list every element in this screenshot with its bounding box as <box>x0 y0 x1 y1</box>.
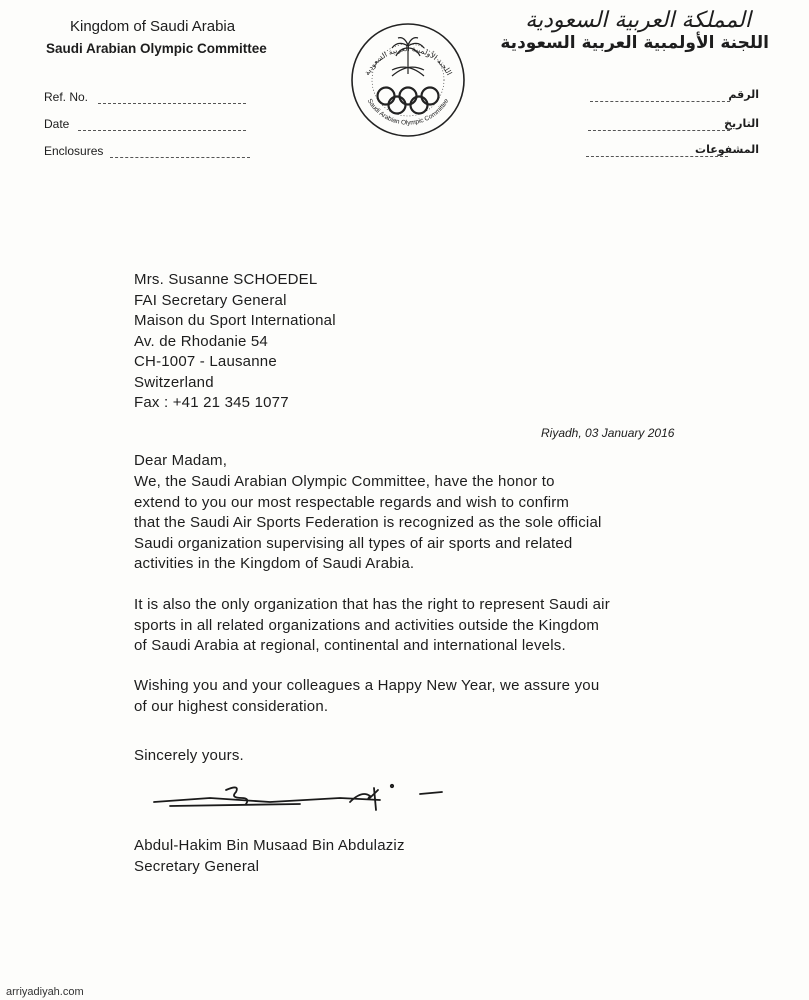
ref-no-arabic-line <box>590 101 730 102</box>
enclosures-label: Enclosures <box>44 144 104 158</box>
body-line: Wishing you and your colleagues a Happy New Year, we assure you <box>134 677 600 694</box>
recipient-street: Av. de Rhodanie 54 <box>134 332 268 350</box>
recipient-building: Maison du Sport International <box>134 312 336 329</box>
enclosures-line <box>110 157 250 158</box>
body-paragraph-3 <box>134 676 714 717</box>
arabic-letterhead <box>500 8 769 53</box>
committee-name-english: Saudi Arabian Olympic Committee <box>46 41 267 56</box>
ref-no-arabic-label: الرقم <box>728 88 759 101</box>
signatory-name: Abdul-Hakim Bin Musaad Bin Abdulaziz <box>134 837 405 854</box>
english-letterhead <box>46 16 267 60</box>
saudi-olympic-emblem-icon <box>348 18 468 138</box>
date-line <box>78 130 246 131</box>
body-line: activities in the Kingdom of Saudi Arabia. <box>134 555 415 572</box>
date-label: Date <box>44 117 70 131</box>
body-paragraph-1 <box>134 472 714 575</box>
letter-date: Riyadh, 03 January 2016 <box>541 426 675 440</box>
body-line: that the Saudi Air Sports Federation is recognized as the sole official <box>134 514 602 531</box>
kingdom-name-arabic: المملكة العربية السعودية <box>525 8 751 33</box>
enclosures-arabic-line <box>586 156 728 157</box>
signatory-title: Secretary General <box>134 857 260 875</box>
emblem-arabic-ring-text: اللجنة الأولمبية العربية السعودية <box>362 44 454 77</box>
ref-no-label: Ref. No. <box>44 90 89 104</box>
body-line: Saudi organization supervising all types of air sports and related <box>134 534 573 552</box>
recipient-fax: Fax : +41 21 345 1077 <box>134 394 289 411</box>
emblem-english-ring-text: Saudi Arabian Olympic Committee <box>365 97 451 127</box>
body-line: of Saudi Arabia at regional, continental and international levels. <box>134 637 566 654</box>
recipient-address <box>134 270 336 414</box>
body-line: extend to you our most respectable regards and wish to confirm <box>134 493 570 511</box>
date-arabic-line <box>588 130 730 131</box>
closing: Sincerely yours. <box>134 747 244 764</box>
signatory-block <box>134 836 405 877</box>
body-line: We, the Saudi Arabian Olympic Committee, have the honor to <box>134 473 555 490</box>
committee-name-arabic: اللجنة الأولمبية العربية السعودية <box>500 33 769 53</box>
body-line: It is also the only organization that has the right to represent Saudi air <box>134 596 610 613</box>
handwritten-signature <box>150 776 450 816</box>
body-paragraph-2 <box>134 595 714 657</box>
recipient-name: Mrs. Susanne SCHOEDEL <box>134 271 318 288</box>
body-line: of our highest consideration. <box>134 697 329 715</box>
kingdom-name-english: Kingdom of Saudi Arabia <box>70 18 236 35</box>
recipient-city: CH-1007 - Lausanne <box>134 353 277 370</box>
recipient-country: Switzerland <box>134 373 214 391</box>
recipient-title: FAI Secretary General <box>134 291 287 309</box>
salutation: Dear Madam, <box>134 452 228 469</box>
date-arabic-label: التاريخ <box>724 117 759 130</box>
ref-no-line <box>98 103 246 104</box>
enclosures-arabic-label: المشفوعات <box>695 143 759 156</box>
source-watermark: arriyadiyah.com <box>6 986 84 998</box>
body-line: sports in all related organizations and activities outside the Kingdom <box>134 616 600 634</box>
